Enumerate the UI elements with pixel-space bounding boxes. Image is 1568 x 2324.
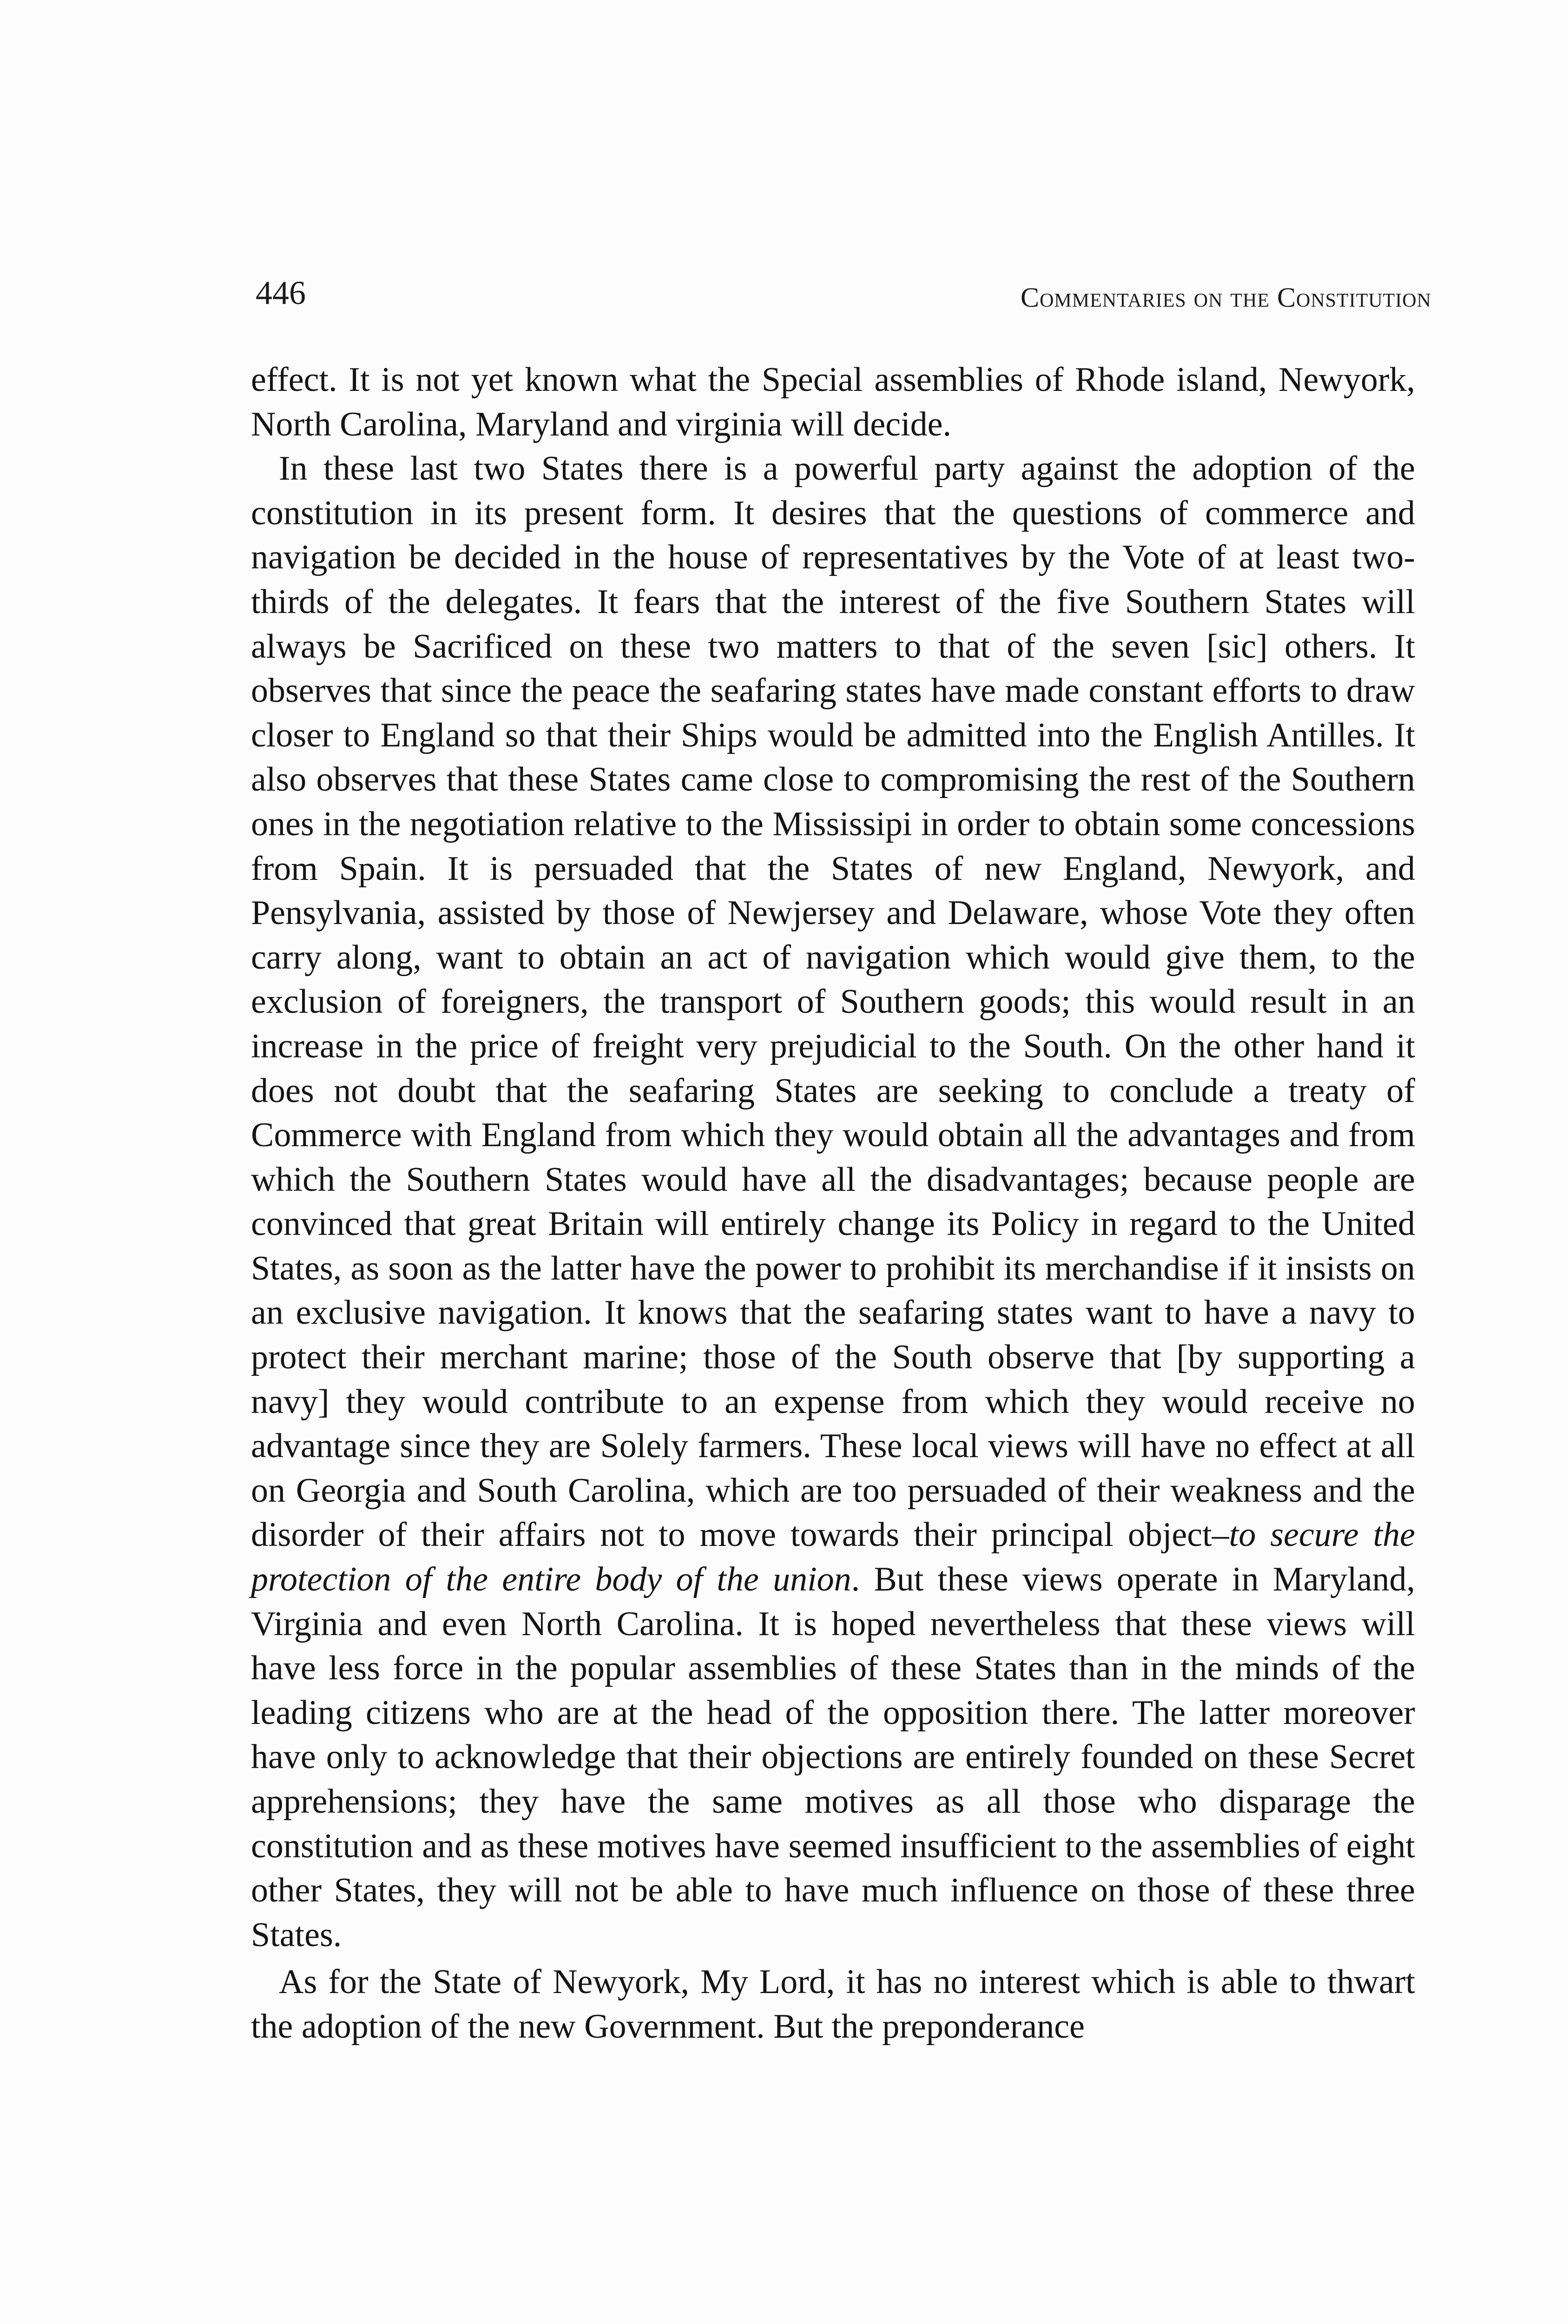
running-head: Commentaries on the Constitution bbox=[1021, 282, 1431, 313]
italic-phrase: to secure the protection of the entire body of the union bbox=[251, 1516, 1415, 1599]
paragraph-southern-states bbox=[251, 447, 1415, 1957]
paragraph-continuation: effect. It is not yet known what the Special assemblies of Rhode island, Newyork, North Carolina, Maryland and virginia will decide. bbox=[251, 361, 1415, 443]
page-number: 446 bbox=[256, 274, 306, 311]
paragraph-newyork: As for the State of Newyork, My Lord, it has no interest which is able to thwart the adoption of the new Government. But the preponderance bbox=[251, 1963, 1415, 2046]
page-header bbox=[256, 272, 1431, 323]
body-text bbox=[251, 358, 1415, 2049]
paragraph-text-before: In these last two States there is a powerful party against the adoption of the constitution in its present form. It desires that the questions of commerce and navigation be decided in the house of representatives by the Vote of at least two-thirds of the delegates. It fears that the interest of the five Southern States will always be Sacrificed on these two matters to that of the seven [sic] others. It observes that since the peace the seafaring states have made constant efforts to draw closer to England so that their Ships would be admitted into the English Antilles. It also observes that these States came close to compromising the rest of the Southern ones in the negotiation relative to the Mississipi in order to obtain some concessions from Spain. It is persuaded that the States of new England, Newyork, and Pensylvania, assisted by those of Newjersey and Delaware, whose Vote they often carry along, want to obtain an act of navigation which would give them, to the exclusion of foreigners, the transport of Southern goods; this would result in an increase in the price of freight very prejudicial to the South. On the other hand it does not doubt that the seafaring States are seeking to conclude a treaty of Commerce with England from which they would obtain all the advantages and from which the Southern States would have all the disadvantages; because people are convinced that great Britain will entirely change its Policy in regard to the United States, as soon as the latter have the power to prohibit its merchandise if it insists on an exclusive navigation. It knows that the seafaring states want to have a navy to protect their merchant marine; those of the South observe that [by supporting a navy] they would contribute to an expense from which they would receive no advantage since they are Solely farmers. These local views will have no effect at all on Georgia and South Carolina, which are too persuaded of their weakness and the disorder of their affairs not to move towards their principal object– bbox=[251, 449, 1415, 1554]
paragraph-text-after: . But these views operate in Maryland, Virginia and even North Carolina. It is hoped nevertheless that these views will have less force in the popular assemblies of these States than in the minds of the leading citizens who are at the head of the opposition there. The latter moreover have only to acknowledge that their objections are entirely founded on these Secret apprehensions; they have the same motives as all those who disparage the constitution and as these motives have seemed insufficient to the assemblies of eight other States, they will not be able to have much influence on those of these three States. bbox=[251, 1560, 1415, 1954]
